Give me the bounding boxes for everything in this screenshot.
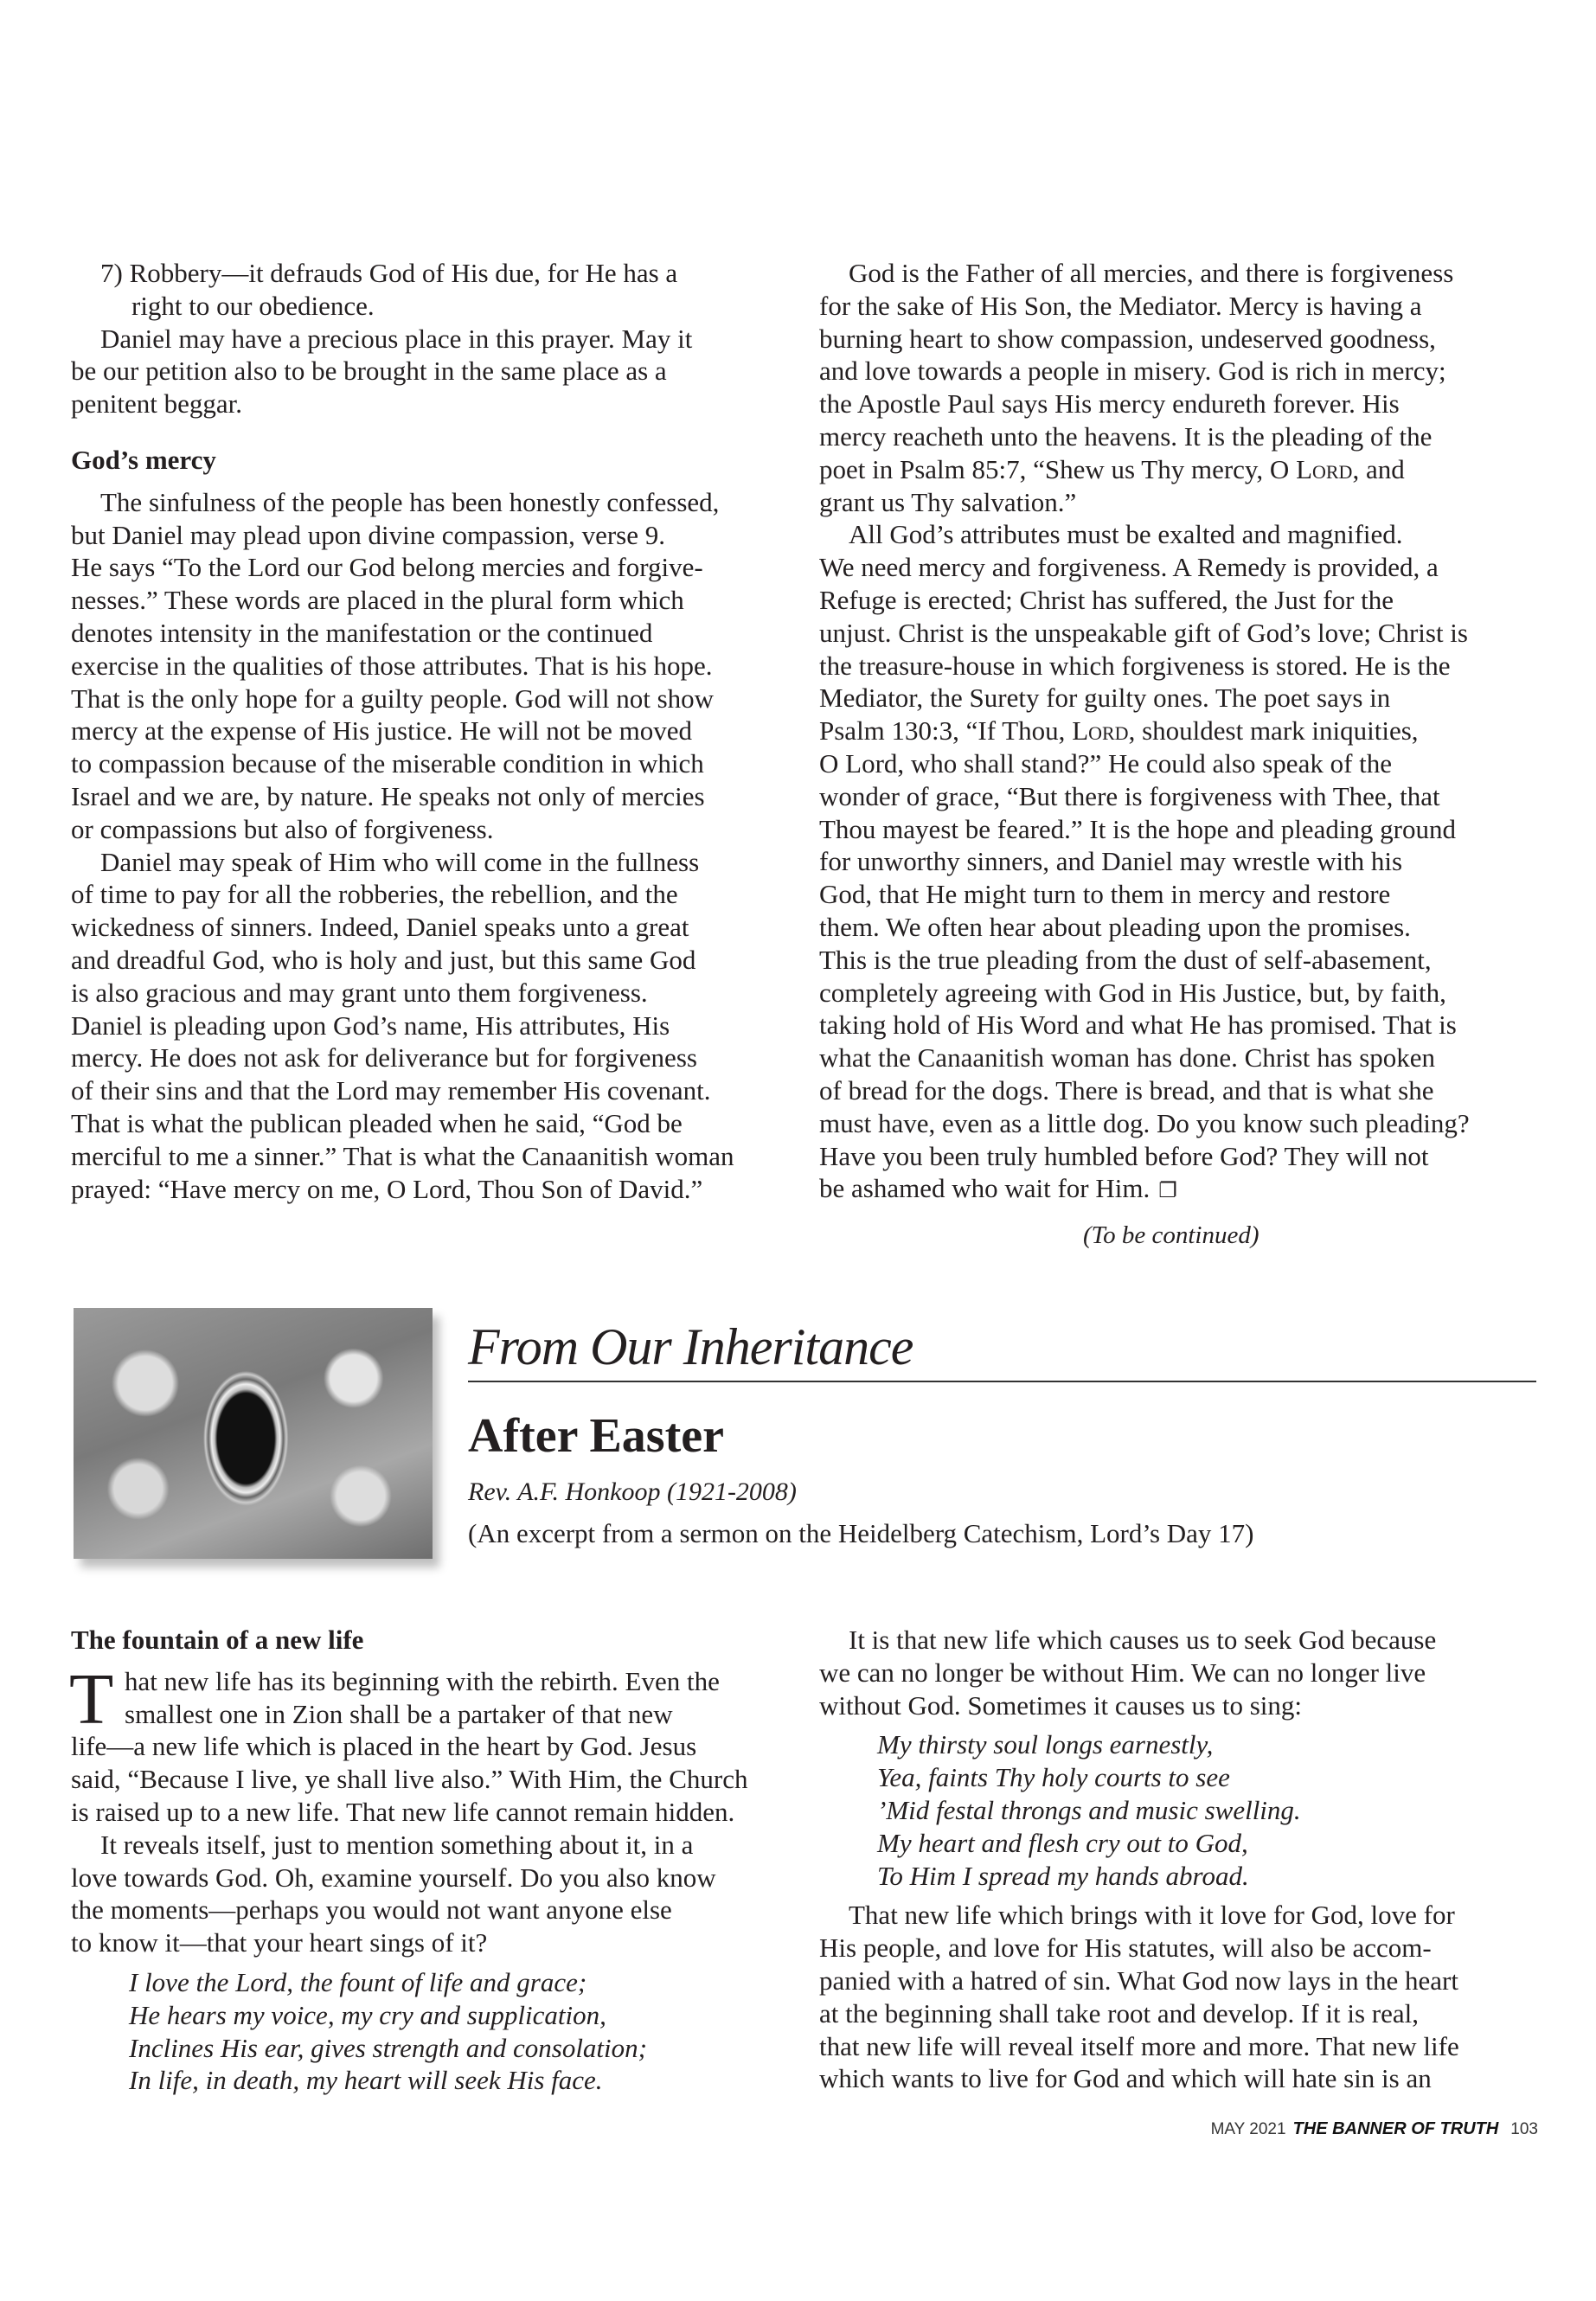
text-line [849,1624,1436,1657]
text-segment: Israel and we are, by nature. He speaks not only of mercies [71,780,705,811]
text-line [877,1827,1248,1860]
text-segment: , shouldest mark iniquities, [1128,715,1419,747]
text-line [819,551,1439,584]
text-line [71,519,665,552]
text-segment: merciful to me a sinner.” That is what the Canaanitish woman [71,1140,734,1171]
text-segment: Thou mayest be feared.” It is the hope and pleading ground [819,813,1457,844]
text-segment: mercy at the expense of His justice. He will not be moved [71,715,692,747]
text-line [849,518,1403,551]
text-line [819,388,1400,420]
text-line [71,1796,734,1829]
text-line [819,584,1394,617]
text-segment: mercy reacheth unto the heavens. It is the pleading of the [819,420,1433,452]
text-segment: is raised up to a new life. That new life cannot remain hidden. [71,1796,735,1827]
text-segment: and dreadful God, who is holy and just, but this same God [71,944,696,975]
text-line [819,650,1450,683]
text-segment: God is the Father of all mercies, and there is forgiveness [849,258,1454,288]
text-line [819,1140,1429,1173]
text-segment: is also gracious and may grant unto them forgiveness. [71,977,648,1008]
paragraph [819,518,1542,1208]
text-line [819,1965,1458,1997]
text-line [71,747,704,780]
text-segment: The fountain of a new life [71,1625,364,1655]
text-segment: I love the Lord, the fount of life and grace; [129,1966,587,1997]
text-line [71,1140,734,1173]
text-line [71,813,493,846]
text-line [71,551,703,584]
section-heading [71,444,793,477]
text-line [819,1997,1419,2030]
paragraph [71,846,793,1206]
text-segment: right to our obedience. [131,290,375,321]
text-line [819,1172,1177,1208]
text-segment: must have, even as a little dog. Do you know such pleading? [819,1107,1470,1138]
text-line [877,1761,1230,1794]
text-segment: To Him I spread my hands abroad. [877,1860,1249,1891]
text-segment: poet in Psalm 85:7, “Shew us Thy mercy, O [819,453,1297,484]
text-line [71,584,684,617]
text-line [71,780,705,813]
text-line [129,1999,606,2032]
text-segment: smallest one in Zion shall be a partaker of that new [125,1698,673,1729]
text-segment: In life, in death, my heart will seek His face. [129,2065,603,2096]
text-line [71,1173,702,1206]
text-line [129,1966,586,1999]
text-line [819,290,1422,323]
text-line [819,486,1076,519]
text-segment: Inclines His ear, gives strength and consolation; [129,2032,647,2063]
text-segment: All God’s attributes must be exalted and magnified. [849,519,1403,550]
text-line [819,420,1432,453]
text-line [819,2030,1459,2063]
text-line [71,1926,487,1959]
text-segment: but Daniel may plead upon divine compassion, verse 9. [71,519,666,550]
text-line [819,977,1446,1009]
text-segment: exercise in the qualities of those attributes. That is his hope. [71,650,713,681]
text-segment: Daniel may speak of Him who will come in the fullness [100,846,700,877]
text-segment: mercy. He does not ask for deliverance but for forgiveness [71,1042,697,1074]
text-line [819,845,1402,878]
article-subtitle: (An excerpt from a sermon on the Heidelberg Catechism, Lord’s Day 17) [468,1518,1254,1548]
footer-date: MAY 2021 [1210,2120,1286,2138]
text-segment: the Apostle Paul says His mercy endureth forever. His [819,388,1400,420]
text-segment: prayed: “Have mercy on me, O Lord, Thou Son of David.” [71,1173,703,1204]
text-segment: without God. Sometimes it causes us to sing: [819,1689,1302,1721]
text-segment: penitent beggar. [71,388,242,420]
text-segment: we can no longer be without Him. We can no longer live [819,1657,1426,1688]
text-segment: panied with a hatred of sin. What God now lays in the heart [819,1965,1458,1996]
text-segment: His people, and love for His statutes, will also be accom- [819,1932,1432,1964]
paragraph [71,323,793,420]
text-line [819,617,1468,650]
text-segment: the moments—perhaps you would not want anyone else [71,1894,672,1926]
text-segment: grant us Thy salvation.” [819,486,1077,517]
text-segment: That is what the publican pleaded when he said, “God be [71,1107,683,1138]
text-segment: God, that He might turn to them in mercy and restore [819,879,1391,910]
text-segment: said, “Because I live, ye shall live also.” With Him, the Church [71,1764,748,1795]
text-line [71,1730,696,1763]
text-line [71,1009,670,1042]
text-segment: He says “To the Lord our God belong mercies and forgive- [71,552,703,583]
verse-block [71,1966,793,2097]
article-column-top-right [819,257,1542,1208]
article-column-bottom-left [71,1624,793,2104]
text-segment: of time to pay for all the robberies, the rebellion, and the [71,879,678,910]
text-line [819,1042,1435,1074]
section-heading [71,1624,793,1657]
text-line [877,1794,1301,1827]
text-line [71,1862,716,1894]
text-segment: O Lord, who shall stand?” He could also speak of the [819,747,1393,779]
text-line [125,1698,673,1731]
text-line [849,1899,1455,1932]
text-segment: That is the only hope for a guilty people. God will not show [71,683,715,714]
text-segment: This is the true pleading from the dust of self-abasement, [819,944,1432,975]
text-segment: The sinfulness of the people has been honestly confessed, [100,486,720,517]
text-line [71,1107,683,1140]
page-footer [1211,2119,1538,2139]
paragraph [71,257,793,323]
text-line [71,388,242,420]
text-segment: or compassions but also of forgiveness. [71,813,494,844]
drop-cap: T [69,1668,114,1731]
text-segment: Mediator, the Surety for guilty ones. The poet says in [819,683,1391,714]
text-segment: It reveals itself, just to mention something about it, in a [100,1829,694,1860]
text-segment: love towards God. Oh, examine yourself. Do you also know [71,1862,716,1893]
paragraph [819,1899,1542,2095]
text-line [819,355,1446,388]
text-segment: at the beginning shall take root and develop. If it is real, [819,1997,1419,2029]
text-segment: He hears my voice, my cry and supplication, [129,1999,606,2030]
text-segment: what the Canaanitish woman has done. Christ has spoken [819,1042,1436,1074]
text-segment: , and [1352,453,1405,484]
paragraph [819,1624,1542,1721]
text-segment: them. We often hear about pleading upon the promises. [819,911,1411,942]
text-segment: Have you been truly humbled before God? They will not [819,1140,1429,1171]
text-segment: for the sake of His Son, the Mediator. Mercy is having a [819,290,1422,321]
article-column-top-left [71,257,793,1205]
text-segment: Yea, faints Thy holy courts to see [877,1762,1230,1793]
text-line [819,813,1456,846]
small-caps-text: Lord [1296,453,1353,484]
text-segment: My thirsty soul longs earnestly, [877,1729,1214,1760]
text-line [849,257,1453,290]
text-line [100,486,719,519]
text-line [819,780,1440,813]
text-segment: completely agreeing with God in His Justice, but, by faith, [819,977,1446,1008]
text-line [71,1763,747,1796]
footer-magazine-name: THE BANNER OF TRUTH [1292,2119,1499,2138]
text-segment: wickedness of sinners. Indeed, Daniel speaks unto a great [71,912,689,943]
small-caps-text: Lord [1072,715,1129,747]
text-line [71,617,652,650]
text-segment: be ashamed who wait for Him. [819,1173,1151,1204]
text-segment: which wants to live for God and which will hate sin is an [819,2063,1432,2094]
text-line [71,911,689,944]
text-segment: be our petition also to be brought in the same place as a [71,356,667,387]
to-be-continued-note: (To be continued) [1083,1221,1259,1249]
text-segment: the treasure-house in which forgiveness is stored. He is the [819,650,1451,681]
text-line [71,878,678,911]
text-line [100,846,699,879]
text-segment: hat new life has its beginning with the rebirth. Even the [125,1665,720,1696]
text-segment: denotes intensity in the manifestation or the continued [71,617,653,648]
text-segment: to compassion because of the miserable condition in which [71,748,704,779]
text-line [877,1728,1213,1761]
text-segment: of their sins and that the Lord may remember His covenant. [71,1075,711,1106]
text-line [71,715,692,747]
text-line [71,650,713,683]
text-line [819,323,1436,356]
text-segment: 7) Robbery—it defrauds God of His due, for He has a [100,258,678,288]
page-number: 103 [1510,2120,1538,2138]
text-line [71,1624,363,1657]
text-line [125,1665,720,1698]
text-segment: life—a new life which is placed in the heart by God. Jesus [71,1731,697,1762]
text-segment: nesses.” These words are placed in the plural form which [71,585,684,616]
text-segment: Psalm 130:3, “If Thou, [819,715,1073,747]
text-line [819,1657,1426,1689]
text-line [819,911,1411,944]
text-segment: It is that new life which causes us to seek God because [849,1625,1437,1655]
paragraph [819,257,1542,518]
text-line [819,1107,1470,1140]
section-divider [468,1381,1536,1382]
text-line [71,944,695,977]
text-line [877,1860,1249,1893]
article-column-bottom-right [819,1624,1542,2095]
text-segment: and love towards a people in misery. God is rich in mercy; [819,356,1446,387]
text-line [819,747,1392,780]
text-line [71,1042,697,1074]
paragraph [71,486,793,846]
text-line [71,444,216,477]
section-title: From Our Inheritance [468,1318,913,1375]
text-line [131,290,375,323]
text-line [71,977,648,1009]
text-line [819,453,1405,486]
text-segment: Daniel may have a precious place in this prayer. May it [100,323,693,354]
text-segment: taking hold of His Word and what He has promised. That is [819,1009,1457,1041]
text-line [100,257,677,290]
paragraph [71,1829,793,1959]
paragraph [71,1665,793,1829]
text-line [819,944,1432,977]
text-segment: that new life will reveal itself more and more. That new life [819,2030,1459,2061]
text-segment: unjust. Christ is the unspeakable gift of God’s love; Christ is [819,617,1468,648]
text-line [71,683,714,715]
end-mark-icon: ❐ [1158,1178,1177,1203]
verse-block [819,1728,1542,1892]
text-line [819,715,1419,747]
text-segment: wonder of grace, “But there is forgiveness with Thee, that [819,780,1440,811]
text-line [71,1894,672,1926]
text-line [819,1074,1434,1107]
text-line [129,2064,603,2097]
text-line [819,878,1390,911]
text-line [819,1009,1457,1042]
text-line [71,1074,710,1107]
text-segment: ’Mid festal throngs and music swelling. [877,1794,1301,1825]
text-segment: of bread for the dogs. There is bread, and that is what she [819,1074,1434,1106]
text-segment: God’s mercy [71,444,216,475]
article-title: After Easter [468,1409,724,1463]
text-segment: Daniel is pleading upon God’s name, His attributes, His [71,1009,670,1041]
text-segment: We need mercy and forgiveness. A Remedy is provided, a [819,552,1439,583]
text-segment: burning heart to show compassion, undeserved goodness, [819,323,1436,354]
text-line [129,2032,647,2065]
text-line [100,1829,693,1862]
text-segment: That new life which brings with it love for God, love for [849,1900,1455,1931]
text-segment: for unworthy sinners, and Daniel may wrestle with his [819,846,1403,877]
text-segment: Refuge is erected; Christ has suffered, the Just for the [819,584,1394,615]
text-line [819,2062,1432,2095]
text-segment: My heart and flesh cry out to God, [877,1827,1248,1858]
text-line [819,1689,1302,1722]
text-line [100,323,692,356]
text-line [819,682,1390,715]
text-segment: to know it—that your heart sings of it? [71,1927,488,1958]
text-line [819,1932,1432,1965]
article-author: Rev. A.F. Honkoop (1921-2008) [468,1477,797,1506]
ornate-ring-photo [74,1308,433,1559]
text-line [71,355,667,388]
